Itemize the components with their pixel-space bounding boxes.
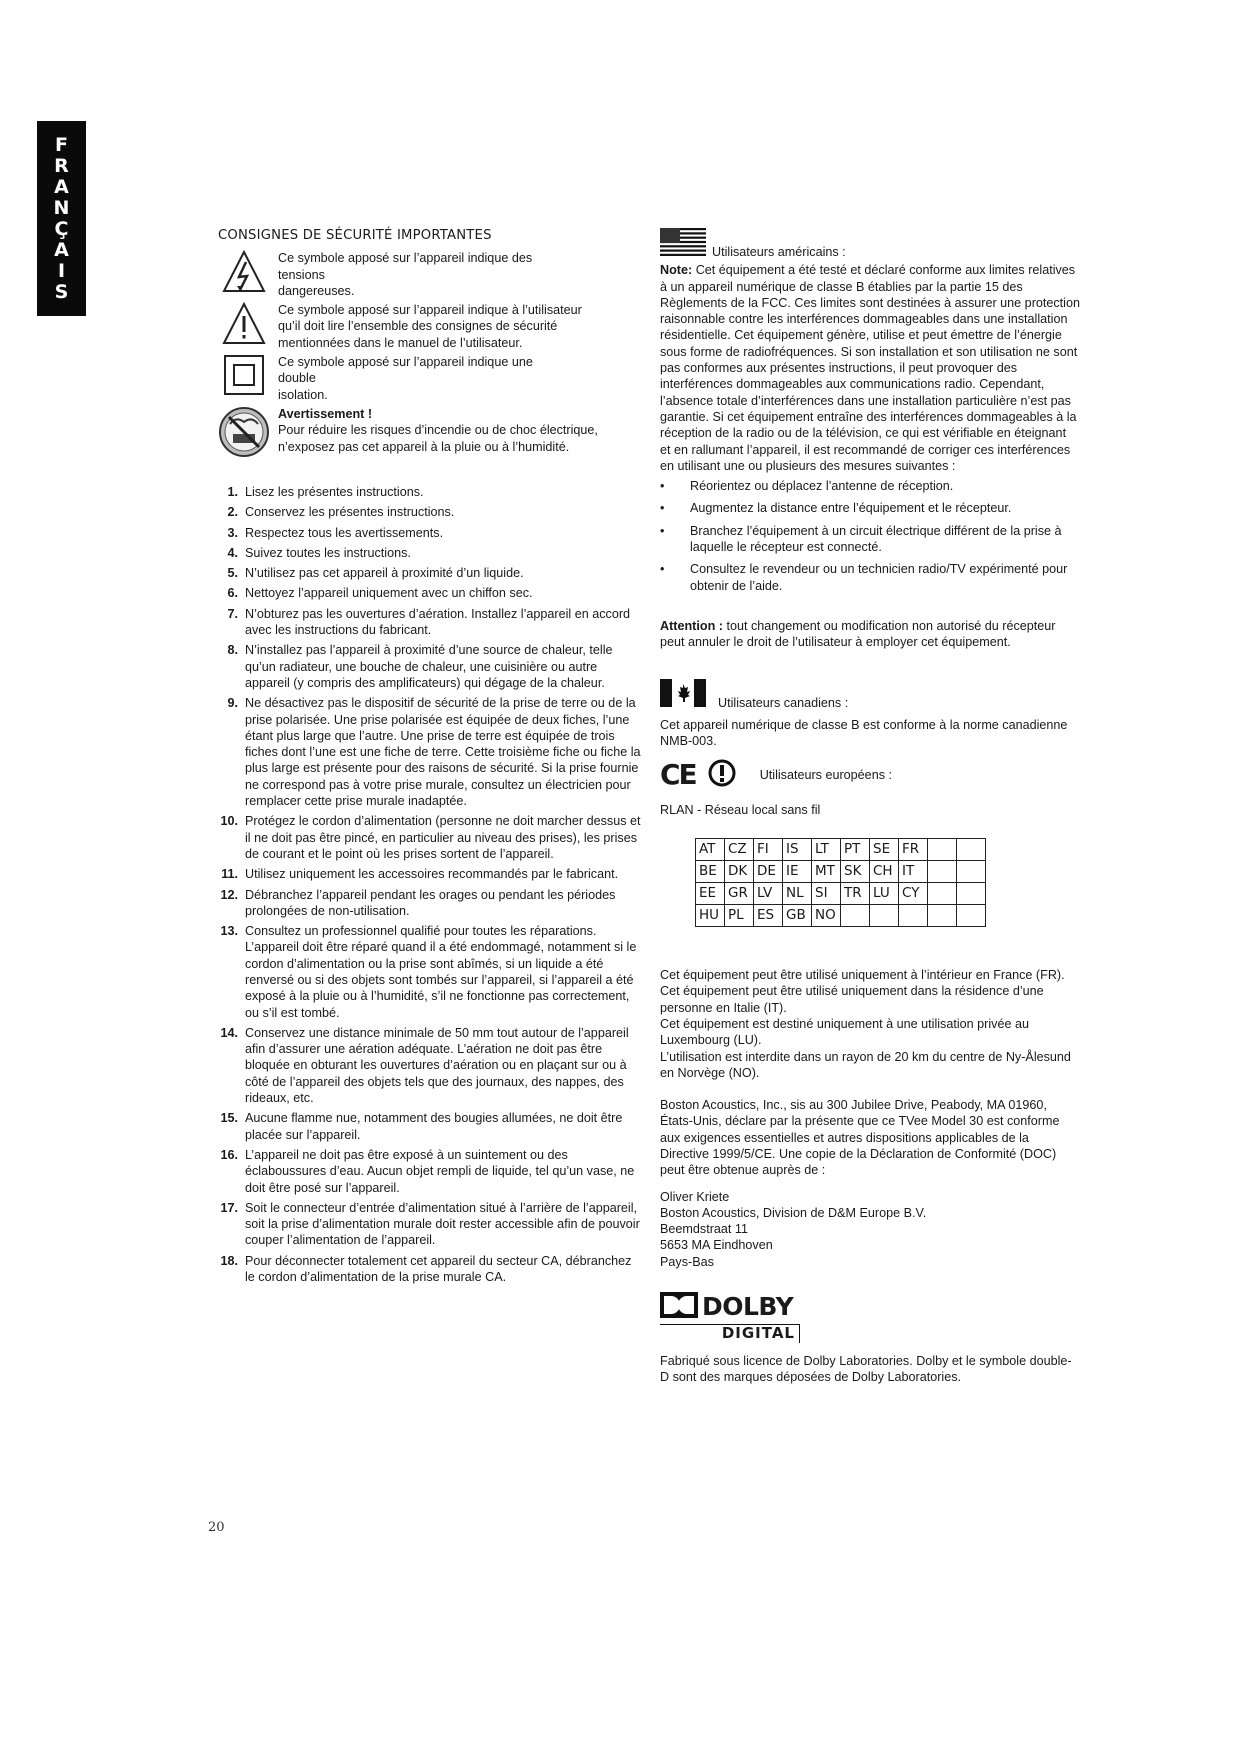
attention-paragraph bbox=[660, 618, 1080, 651]
country-cell bbox=[928, 839, 957, 861]
rule-number: 2. bbox=[227, 505, 238, 520]
language-side-tab bbox=[37, 121, 86, 316]
list-item bbox=[218, 525, 643, 541]
country-cell: IE bbox=[783, 861, 812, 883]
bullet: • bbox=[660, 479, 665, 494]
address-line: Oliver Kriete bbox=[660, 1189, 730, 1204]
country-cell bbox=[957, 839, 986, 861]
rule-number: 12. bbox=[220, 887, 238, 902]
country-cell: DE bbox=[754, 861, 783, 883]
restriction-line: L’utilisation est interdite dans un rayon de 20 km du centre de Ny-Ålesund en Norvège (NO). bbox=[660, 1049, 1071, 1080]
rule-number: 15. bbox=[220, 1111, 238, 1126]
ce-mark-icon: CE bbox=[660, 758, 696, 792]
bullet-text: Consultez le revendeur ou un technicien radio/TV expérimenté pour obtenir de l’aide. bbox=[690, 562, 1068, 593]
attention-label: Attention : bbox=[660, 618, 723, 633]
country-cell: TR bbox=[841, 883, 870, 905]
rule-number: 17. bbox=[220, 1200, 238, 1215]
restriction-line: Cet équipement peut être utilisé uniquement à l’intérieur en France (FR). bbox=[660, 968, 1065, 983]
country-cell bbox=[957, 861, 986, 883]
rule-number: 9. bbox=[227, 696, 238, 711]
country-cell: LV bbox=[754, 883, 783, 905]
page-number: 20 bbox=[208, 1520, 225, 1535]
country-cell: IT bbox=[899, 861, 928, 883]
list-item bbox=[218, 695, 643, 809]
rule-text: Soit le connecteur d’entrée d’alimentation situé à l’arrière de l’appareil, soit la prise d’alimentation murale doit rester accessible afin de pouvoir couper l’alimentation de l’appareil. bbox=[245, 1200, 640, 1248]
country-cell bbox=[957, 883, 986, 905]
country-cell: IS bbox=[783, 839, 812, 861]
address-line: Pays-Bas bbox=[660, 1254, 714, 1269]
symbol-text-line: Pour réduire les risques d’incendie ou de choc électrique, bbox=[278, 423, 598, 438]
symbol-text-line: Ce symbole apposé sur l’appareil indique une bbox=[278, 355, 533, 370]
symbol-row bbox=[218, 354, 643, 403]
dolby-digital-logo bbox=[660, 1292, 800, 1343]
country-table bbox=[695, 838, 986, 927]
list-item bbox=[218, 484, 643, 500]
symbol-text-line: tensions bbox=[278, 267, 325, 282]
rule-number: 10. bbox=[220, 814, 238, 829]
address-line: 5653 MA Eindhoven bbox=[660, 1238, 773, 1253]
list-item bbox=[218, 504, 643, 520]
country-cell bbox=[870, 905, 899, 927]
canada-users-label: Utilisateurs canadiens : bbox=[718, 695, 849, 710]
address-line: Beemdstraat 11 bbox=[660, 1222, 748, 1237]
rlan-text: RLAN - Réseau local sans fil bbox=[660, 802, 821, 817]
rule-text: Aucune flamme nue, notamment des bougies allumées, ne doit être placée sur l’appareil. bbox=[245, 1111, 623, 1142]
exclamation-warning-icon bbox=[218, 302, 270, 346]
side-tab-letter: A bbox=[54, 238, 69, 261]
lightning-warning-icon bbox=[218, 250, 270, 294]
symbol-text-line: qu’il doit lire l’ensemble des consignes de sécurité bbox=[278, 319, 558, 334]
contact-address bbox=[660, 1189, 1080, 1270]
country-cell: GR bbox=[725, 883, 754, 905]
section-heading: CONSIGNES DE SÉCURITÉ IMPORTANTES bbox=[218, 228, 492, 243]
country-cell: PT bbox=[841, 839, 870, 861]
us-flag-icon bbox=[660, 228, 706, 260]
country-cell: HU bbox=[696, 905, 725, 927]
canada-text: Cet appareil numérique de classe B est conforme à la norme canadienne NMB-003. bbox=[660, 717, 1068, 749]
country-cell: AT bbox=[696, 839, 725, 861]
country-cell: CH bbox=[870, 861, 899, 883]
country-cell: MT bbox=[812, 861, 841, 883]
symbol-row bbox=[218, 302, 643, 351]
list-item bbox=[660, 500, 1080, 516]
country-cell: LU bbox=[870, 883, 899, 905]
list-item bbox=[218, 1025, 643, 1106]
us-users-label: Utilisateurs américains : bbox=[712, 245, 846, 259]
symbol-text-line: n’exposez pas cet appareil à la pluie ou à l’humidité. bbox=[278, 439, 570, 454]
table-row bbox=[696, 861, 986, 883]
rule-text: Consultez un professionnel qualifié pour toutes les réparations. L’appareil doit être réparé quand il a été endommagé, notamment si le cordon d’alimentation ou la prise sont abîmés, si un liquide a été renversé ou si des objets sont tombés sur l’appareil, si l’appareil a été exposé à la pluie ou à l’humidité, s’il ne fonctionne pas correctement, ou s’il est tombé. bbox=[245, 924, 637, 1020]
rule-number: 3. bbox=[227, 525, 238, 540]
eu-users-label: Utilisateurs européens : bbox=[759, 768, 892, 783]
rule-text: Pour déconnecter totalement cet appareil du secteur CA, débranchez le cordon d’alimentation de la prise murale CA. bbox=[245, 1253, 632, 1285]
list-item bbox=[218, 565, 643, 581]
bullet: • bbox=[660, 523, 665, 538]
country-cell: GB bbox=[783, 905, 812, 927]
bullet: • bbox=[660, 501, 665, 516]
symbol-text-line: isolation. bbox=[278, 387, 328, 402]
restriction-line: Cet équipement est destiné uniquement à une utilisation privée au Luxembourg (LU). bbox=[660, 1016, 1029, 1048]
country-cell: SI bbox=[812, 883, 841, 905]
dolby-wordmark: DOLBY bbox=[702, 1292, 794, 1322]
canada-flag-icon bbox=[660, 679, 706, 711]
side-tab-letter: S bbox=[54, 280, 69, 303]
country-cell: DK bbox=[725, 861, 754, 883]
country-cell: SK bbox=[841, 861, 870, 883]
side-tab-letter: I bbox=[57, 259, 66, 282]
country-cell bbox=[841, 905, 870, 927]
eu-restrictions bbox=[660, 967, 1080, 1081]
bullet: • bbox=[660, 562, 665, 577]
bullet-text: Branchez l’équipement à un circuit électrique différent de la prise à laquelle le récepteur est connecté. bbox=[690, 523, 1062, 555]
rule-number: 8. bbox=[227, 643, 238, 658]
rule-number: 5. bbox=[227, 566, 238, 581]
list-item bbox=[218, 1200, 643, 1249]
note-label: Note: bbox=[660, 263, 693, 278]
country-cell: FI bbox=[754, 839, 783, 861]
list-item bbox=[218, 813, 643, 862]
symbol-row bbox=[218, 250, 643, 299]
fcc-note bbox=[660, 262, 1080, 474]
list-item bbox=[218, 887, 643, 920]
table-row bbox=[696, 905, 986, 927]
dolby-license-text: Fabriqué sous licence de Dolby Laboratories. Dolby et le symbole double-D sont des marques déposées de Dolby Laboratories. bbox=[660, 1353, 1072, 1384]
canada-users-header bbox=[660, 679, 1080, 711]
list-item bbox=[218, 545, 643, 561]
symbol-text-line: mentionnées dans le manuel de l’utilisateur. bbox=[278, 335, 523, 350]
us-users-header bbox=[660, 228, 1080, 260]
rule-number: 1. bbox=[227, 484, 238, 499]
symbol-text-line: double bbox=[278, 371, 316, 386]
rule-text: Ne désactivez pas le dispositif de sécurité de la prise de terre ou de la prise polarisée. Une prise polarisée est équipée de deux fiches, l’une étant plus large que l’autre. Une prise de terre est équipée de trois fiches dont l’une est une fiche de terre. Cette troisième fiche ou fiche la plus large est présente pour des raisons de sécurité. Si la prise fournie ne correspond pas à votre prise murale, consultez un électricien pour remplacer cette prise murale inadaptée. bbox=[245, 696, 641, 809]
list-item bbox=[660, 523, 1080, 556]
country-cell bbox=[928, 905, 957, 927]
warning-title: Avertissement ! bbox=[278, 406, 373, 421]
rule-number: 18. bbox=[220, 1253, 238, 1268]
list-item bbox=[218, 642, 643, 691]
safety-column bbox=[218, 228, 643, 1289]
rule-number: 4. bbox=[227, 545, 238, 560]
list-item bbox=[218, 1147, 643, 1196]
list-item bbox=[218, 1110, 643, 1143]
country-cell bbox=[928, 861, 957, 883]
symbol-text-line: Ce symbole apposé sur l’appareil indique à l’utilisateur bbox=[278, 303, 582, 318]
rule-number: 13. bbox=[220, 924, 238, 939]
country-cell: ES bbox=[754, 905, 783, 927]
rule-text: L’appareil ne doit pas être exposé à un suintement ou des éclaboussures d’eau. Aucun objet rempli de liquide, tel qu’un vase, ne doit être posé sur l’appareil. bbox=[245, 1147, 635, 1195]
fcc-measures-list bbox=[660, 478, 1080, 594]
rule-number: 14. bbox=[220, 1025, 238, 1040]
side-tab-letter: F bbox=[55, 133, 68, 156]
country-cell: BE bbox=[696, 861, 725, 883]
compliance-column bbox=[660, 228, 1080, 1385]
country-cell: LT bbox=[812, 839, 841, 861]
side-tab-letter: A bbox=[54, 175, 69, 198]
declaration-paragraph: Boston Acoustics, Inc., sis au 300 Jubilee Drive, Peabody, MA 01960, États-Unis, déclare par la présente que ce TVee Model 30 est conforme aux exigences essentielles et autres dispositions applicables de la Directive 1999/5/CE. Une copie de la Déclaration de Conformité (DOC) peut être obtenue auprès de : bbox=[660, 1098, 1060, 1178]
eu-users-header bbox=[660, 759, 1080, 791]
rule-text: N’installez pas l’appareil à proximité d’une source de chaleur, telle qu’un radiateur, une bouche de chaleur, une cuisinière ou autre appareil (y compris des amplificateurs) qui dégage de la chaleur. bbox=[245, 643, 613, 690]
list-item bbox=[218, 1253, 643, 1286]
side-tab-letter: Ç bbox=[54, 217, 69, 240]
country-cell: CY bbox=[899, 883, 928, 905]
digital-wordmark: DIGITAL bbox=[721, 1324, 795, 1343]
list-item bbox=[660, 561, 1080, 594]
country-cell: FR bbox=[899, 839, 928, 861]
rule-text: N’utilisez pas cet appareil à proximité d’un liquide. bbox=[245, 566, 524, 581]
rule-text: Respectez tous les avertissements. bbox=[245, 525, 444, 540]
side-tab-letter: R bbox=[54, 154, 69, 177]
rule-number: 11. bbox=[221, 867, 238, 882]
rule-number: 6. bbox=[227, 586, 238, 601]
country-cell: PL bbox=[725, 905, 754, 927]
rule-text: N’obturez pas les ouvertures d’aération. Installez l’appareil en accord avec les instructions du fabricant. bbox=[245, 606, 631, 638]
rule-text: Nettoyez l’appareil uniquement avec un chiffon sec. bbox=[245, 586, 533, 601]
note-text: Cet équipement a été testé et déclaré conforme aux limites relatives à un appareil numérique de classe B établies par la partie 15 des Règlements de la FCC. Ces limites sont destinées à assurer une protection raisonnable contre les interférences dommageables dans une installation résidentielle. Cet équipement génère, utilise et peut émettre de l’énergie sous forme de radiofréquences. Si son installation et son utilisation ne sont pas conformes aux présentes instructions, il peut provoquer des interférences dommageables aux communications radio. Cependant, l’absence totale d’interférences dans une installation particulière n’est pas garantie. Si cet équipement entraîne des interférences dommageables à la réception de la radio ou de la télévision, ce qui est vérifiable en éteignant et en rallumant l’appareil, il est recommandé de corriger ces interférences en utilisant une ou plusieurs des mesures suivantes : bbox=[660, 263, 1080, 473]
attention-text: tout changement ou modification non autorisé du récepteur peut annuler le droit de l’utilisateur à employer cet équipement. bbox=[660, 618, 1056, 650]
side-tab-letter: N bbox=[53, 196, 70, 219]
symbol-row bbox=[218, 406, 643, 458]
alert-circle-icon bbox=[708, 759, 736, 791]
rule-number: 16. bbox=[220, 1147, 238, 1162]
no-rain-moisture-icon bbox=[218, 406, 270, 458]
double-insulation-icon bbox=[218, 354, 270, 396]
table-row bbox=[696, 883, 986, 905]
country-cell: NO bbox=[812, 905, 841, 927]
symbol-text-line: dangereuses. bbox=[278, 283, 355, 298]
rule-text: Protégez le cordon d’alimentation (personne ne doit marcher dessus et il ne doit pas être pincé, en particulier au niveau des prises), les prises de courant et le point où les prises sortent de l’appareil. bbox=[245, 814, 641, 861]
symbol-text-line: Ce symbole apposé sur l’appareil indique des bbox=[278, 251, 533, 266]
bullet-text: Réorientez ou déplacez l’antenne de réception. bbox=[690, 479, 954, 494]
list-item bbox=[660, 478, 1080, 494]
restriction-line: Cet équipement peut être utilisé uniquement dans la résidence d’une personne en Italie (IT). bbox=[660, 984, 1044, 1015]
safety-rules-list bbox=[218, 484, 643, 1285]
country-cell: NL bbox=[783, 883, 812, 905]
rule-text: Conservez une distance minimale de 50 mm tout autour de l’appareil afin d’assurer une aération adéquate. L’aération ne doit pas être bloquée en obturant les ouvertures d’aération ou en plaçant sur ou à côté de l’appareil des objets tels que des journaux, des nappes, des rideaux, etc. bbox=[245, 1025, 629, 1106]
country-cell bbox=[957, 905, 986, 927]
rule-text: Débranchez l’appareil pendant les orages ou pendant les périodes prolongées de non-utilisation. bbox=[245, 887, 616, 918]
country-cell: EE bbox=[696, 883, 725, 905]
address-line: Boston Acoustics, Division de D&M Europe B.V. bbox=[660, 1205, 927, 1220]
rule-text: Conservez les présentes instructions. bbox=[245, 505, 455, 520]
list-item bbox=[218, 585, 643, 601]
rule-text: Utilisez uniquement les accessoires recommandés par le fabricant. bbox=[245, 867, 619, 882]
country-cell: CZ bbox=[725, 839, 754, 861]
list-item bbox=[218, 866, 643, 882]
country-cell bbox=[899, 905, 928, 927]
rule-text: Lisez les présentes instructions. bbox=[245, 484, 424, 499]
bullet-text: Augmentez la distance entre l’équipement et le récepteur. bbox=[690, 501, 1012, 516]
rule-text: Suivez toutes les instructions. bbox=[245, 545, 411, 560]
double-d-icon bbox=[660, 1292, 698, 1322]
list-item bbox=[218, 923, 643, 1021]
country-cell: SE bbox=[870, 839, 899, 861]
list-item bbox=[218, 606, 643, 639]
rule-number: 7. bbox=[227, 606, 238, 621]
table-row bbox=[696, 839, 986, 861]
country-cell bbox=[928, 883, 957, 905]
